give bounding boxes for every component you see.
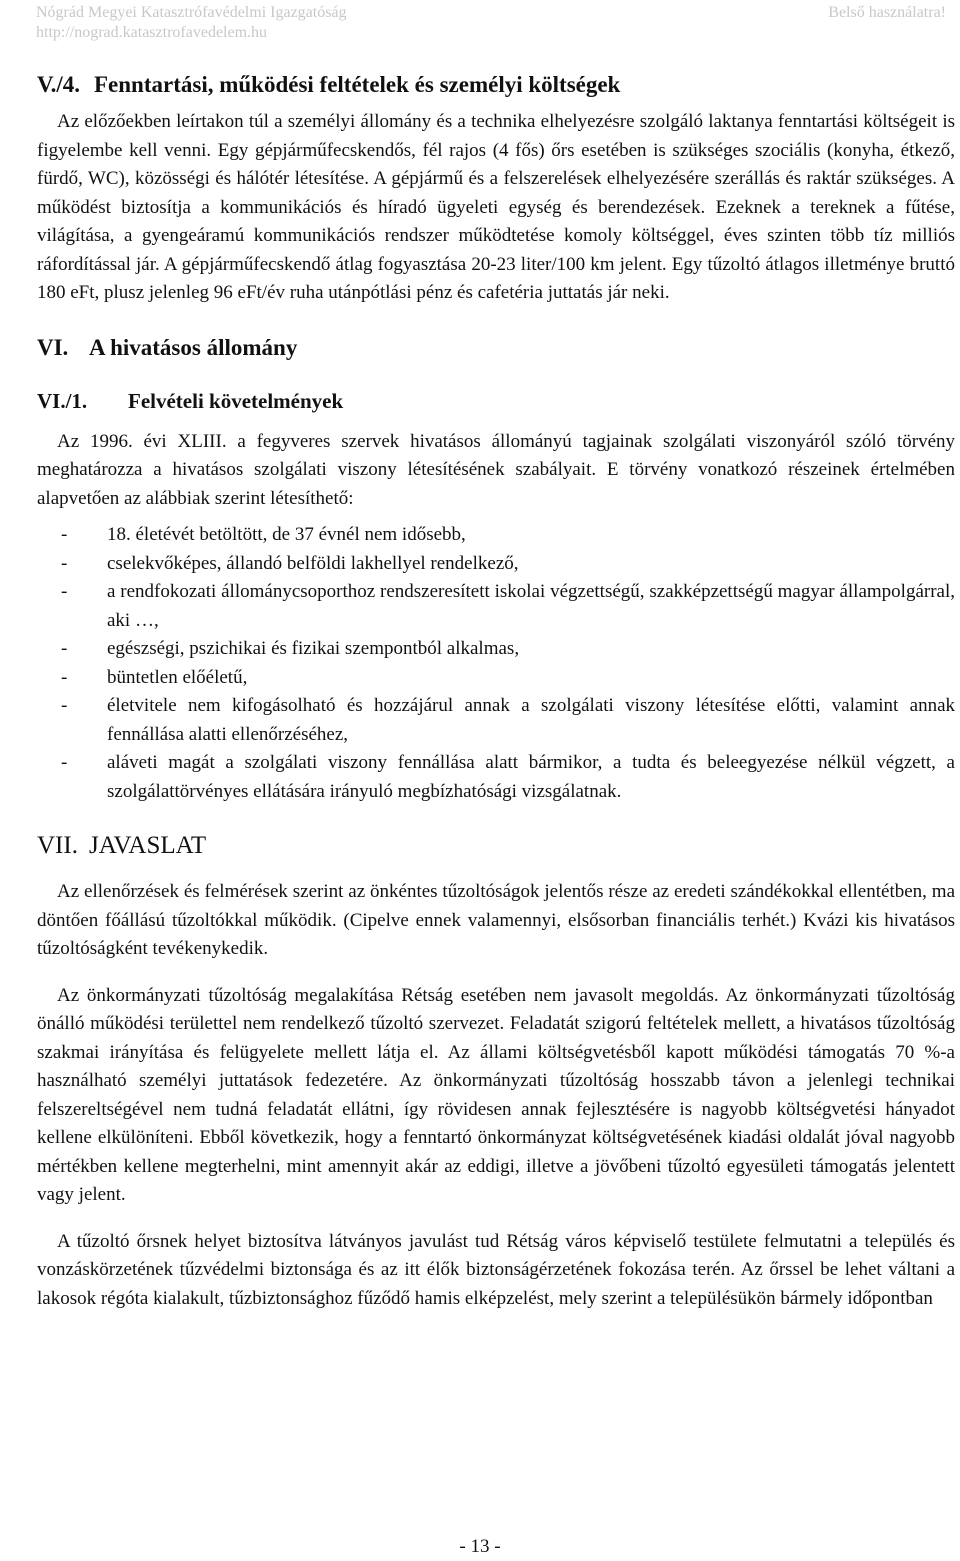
section-vi-number: VI. <box>37 334 69 360</box>
section-vii-paragraph-1: Az ellenőrzések és felmérések szerint az önkéntes tűzoltóságok jelentős része az eredeti szándékokkal ellentétben, ma döntően főállású tűzoltókkal működik. (Cipelve ennek valamennyi, elsősorban financiális terhét.) Kvázi kis hivatásos tűzoltóságként tevékenykedik. <box>37 881 955 959</box>
section-vii-title: JAVASLAT <box>89 832 207 859</box>
document-body <box>37 70 955 1313</box>
list-item-text: büntetlen előéletű, <box>107 666 248 688</box>
list-dash: - <box>61 638 68 659</box>
list-item <box>61 635 955 664</box>
list-item <box>61 550 955 579</box>
requirements-list <box>61 521 955 806</box>
list-dash: - <box>61 581 68 602</box>
section-vi-heading <box>37 332 955 364</box>
list-item <box>61 749 955 806</box>
list-item-text: aláveti magát a szolgálati viszony fennállása alatt bármikor, a tudta és beleegyezése nélkül végzett, a szolgálattörvényes ellátására irányuló megbízhatósági vizsgálatnak. <box>107 752 955 802</box>
list-item-text: cselekvőképes, állandó belföldi lakhellyel rendelkező, <box>107 552 519 574</box>
list-dash: - <box>61 666 68 688</box>
section-vi1-number: VI./1. <box>37 388 88 413</box>
list-dash: - <box>61 552 68 574</box>
section-vi1-heading <box>37 386 955 416</box>
section-vi1-title: Felvételi követelmények <box>128 388 344 413</box>
list-item-text: a rendfokozati állománycsoporthoz rendszeresített iskolai végzettségű, szakképzettségű magyar állampolgárral, aki …, <box>107 581 955 631</box>
list-dash: - <box>61 524 68 545</box>
section-v4-paragraph: Az előzőekben leírtakon túl a személyi állomány és a technika elhelyezésre szolgáló laktanya fenntartási költségeit is figyelembe kell venni. Egy gépjárműfecskendős, fél rajos (4 fős) őrs esetében is szükséges szociális (konyha, étkező, fürdő, WC), közösségi és hálótér létesítése. A gépjármű és a felszerelések elhelyezésére szerállás és raktár szükséges. A működést biztosítja a kommunikációs és híradó ügyeleti egység és berendezések. Ezeknek a tereknek a fűtése, világítása, a gyengeáramú kommunikációs rendszer működtetése komoly költséggel, éves szinten több tíz milliós ráfordítással jár. A gépjárműfecskendő átlag fogyasztása 20-23 liter/100 km jelent. Egy tűzoltó átlagos illetménye bruttó 180 eFt, plusz jelenleg 96 eFt/év ruha utánpótlási pénz és cafetéria juttatás jár neki. <box>37 111 955 303</box>
list-dash: - <box>61 695 68 716</box>
list-item-text: egészségi, pszichikai és fizikai szempontból alkalmas, <box>107 638 520 659</box>
page-header <box>36 3 946 43</box>
header-organization: Nógrád Megyei Katasztrófavédelmi Igazgatóság <box>36 4 347 21</box>
section-vii-heading <box>37 830 955 862</box>
section-vii-paragraph-3: A tűzoltó őrsnek helyet biztosítva látványos javulást tud Rétság város képviselő testülete felmutatni a település és vonzáskörzetének tűzvédelmi biztonsága és az itt élők biztonságérzetének fokozása terén. Az őrssel be lehet váltani a lakosok régóta kialakult, tűzbiztonsághoz fűződő hamis elképzelést, mely szerint a településükön bármely időpontban <box>37 1230 955 1309</box>
section-vi1-paragraph: Az 1996. évi XLIII. a fegyveres szervek hivatásos állományú tagjainak szolgálati viszonyáról szóló törvény meghatározza a hivatásos szolgálati viszony létesítésének szabályait. E törvény vonatkozó részeinek értelmében alapvetően az alábbiak szerint létesíthető: <box>37 430 955 509</box>
section-vii-number: VII. <box>37 832 78 859</box>
list-item <box>61 578 955 635</box>
list-dash: - <box>61 752 68 773</box>
header-classification: Belső használatra! <box>828 4 946 21</box>
list-item <box>61 521 955 550</box>
section-v4-number: V./4. <box>37 72 81 97</box>
section-v4-heading <box>37 70 955 100</box>
list-item-text: életvitele nem kifogásolható és hozzájárul annak a szolgálati viszony létesítése előtti, valamint annak fennállása alatti ellenőrzéséhez, <box>107 695 955 745</box>
list-item <box>61 664 955 693</box>
list-item-text: 18. életévét betöltött, de 37 évnél nem idősebb, <box>107 524 466 545</box>
section-v4-title: Fenntartási, működési feltételek és személyi költségek <box>94 72 621 97</box>
list-item <box>61 692 955 749</box>
header-url[interactable]: http://nograd.katasztrofavedelem.hu <box>36 24 268 41</box>
page-number: - 13 - <box>459 1536 501 1557</box>
section-vii-paragraph-2: Az önkormányzati tűzoltóság megalakítása Rétság esetében nem javasolt megoldás. Az önkormányzati tűzoltóság önálló működési területtel nem rendelkező tűzoltó szervezet. Feladatát szigorú feltételek mellett, a hivatásos tűzoltóság szakmai irányítása és felügyelete mellett látja el. Az állami költségvetésből kapott működési támogatás 70 %-a használható személyi juttatások fedezetére. Az önkormányzati tűzoltóság hosszabb távon a jelenlegi technikai felszereltségével nem tudná feladatát ellátni, így rövidesen annak fejlesztésére is nagyobb költségvetési hányadot kellene elkülöníteni. Ebből következik, hogy a fenntartó önkormányzat költségvetésének kiadási oldalát jóval nagyobb mértékben kellene megterhelni, mint amennyit akár az eddigi, illetve a jövőbeni tűzoltó egyesületi támogatás jelentett vagy jelent. <box>37 984 955 1205</box>
section-vi-title: A hivatásos állomány <box>89 334 298 360</box>
